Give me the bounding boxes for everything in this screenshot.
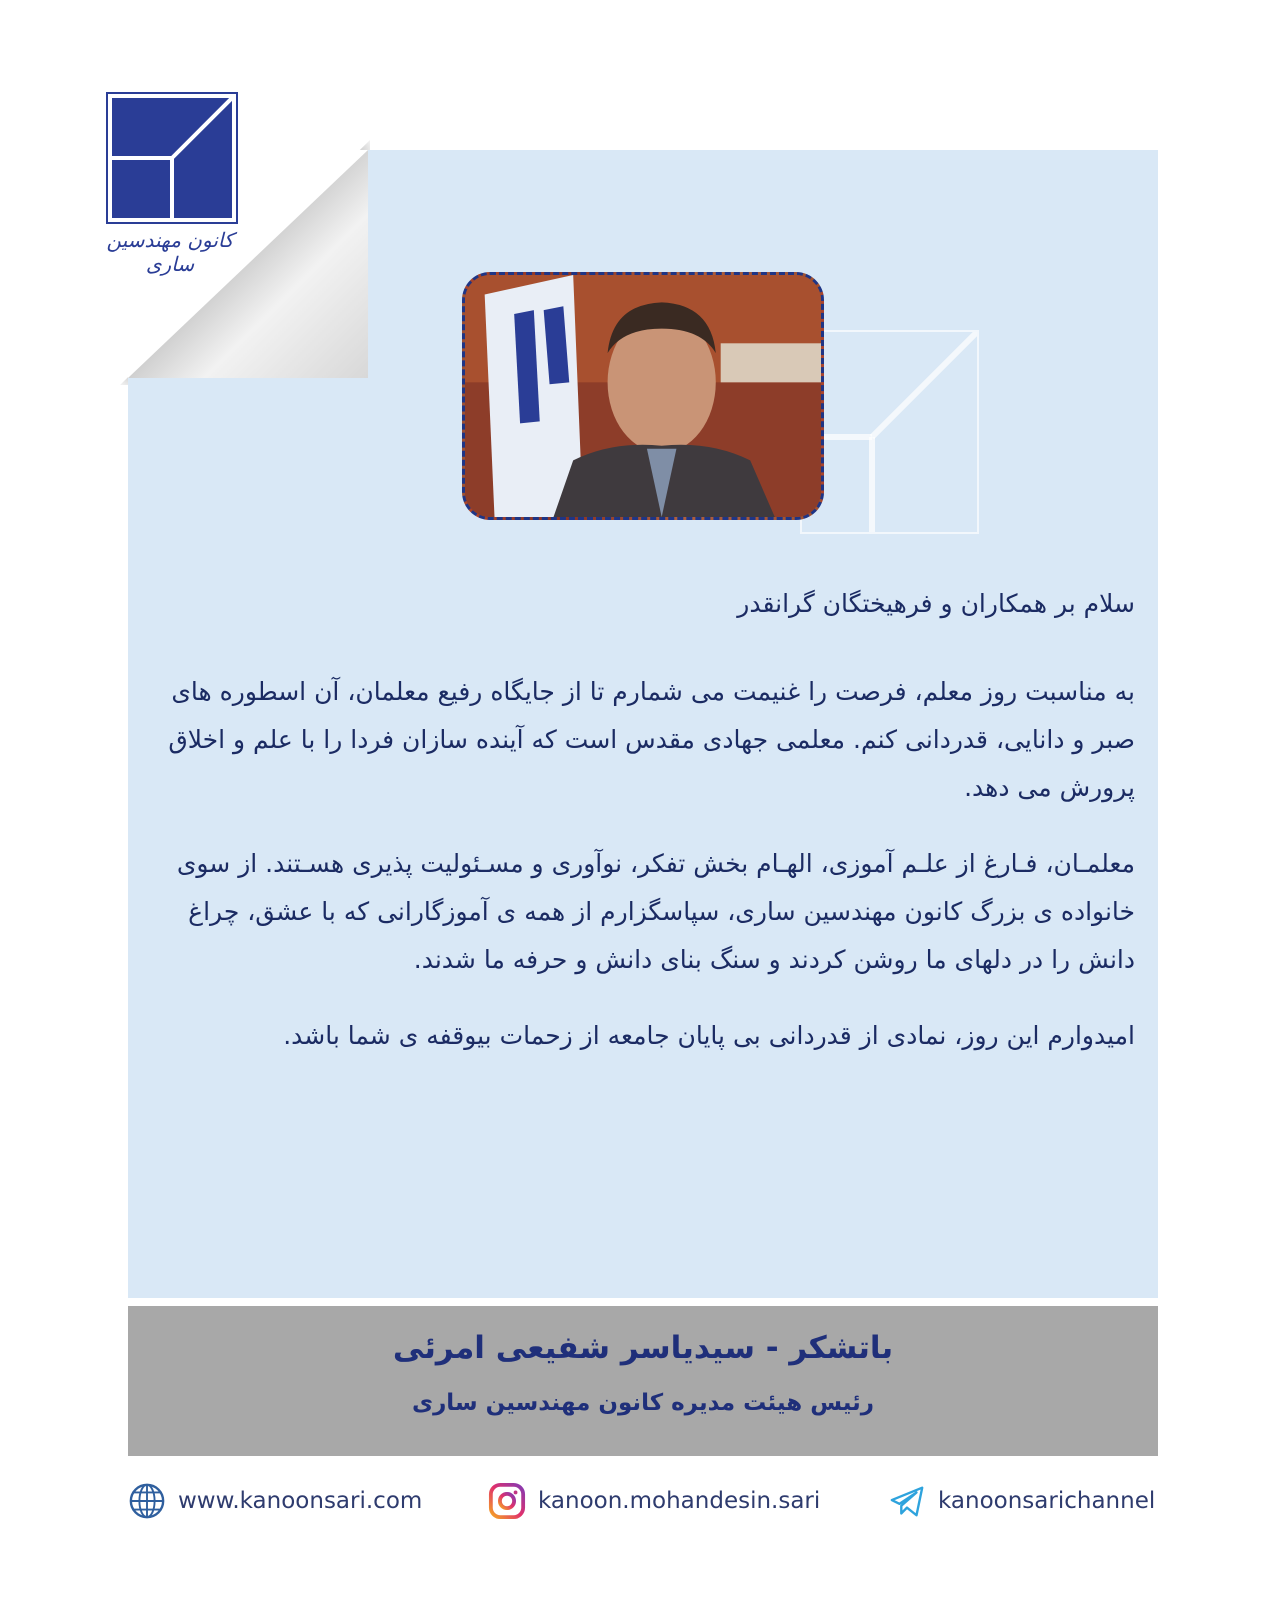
telegram-link[interactable] (888, 1478, 1155, 1524)
instagram-text: kanoon.mohandesin.sari (538, 1488, 821, 1514)
contact-footer (128, 1478, 1158, 1524)
signature-band (128, 1306, 1158, 1456)
globe-icon (128, 1482, 166, 1520)
website-text: www.kanoonsari.com (178, 1488, 423, 1514)
org-logo (106, 92, 238, 224)
letter-body (150, 580, 1135, 1088)
greeting: سلام بر همکاران و فرهیختگان گرانقدر (737, 589, 1135, 618)
telegram-text: kanoonsarichannel (938, 1488, 1156, 1514)
telegram-icon (888, 1482, 926, 1520)
logo-wordmark: کانون مهندسین ساری (106, 228, 234, 276)
instagram-icon (488, 1482, 526, 1520)
paragraph-1: به مناسبت روز معلم، فرصت را غنیمت می شمارم تا از جایگاه رفیع معلمان، آن اسطوره های صبر و دانایی، قدردانی کنم. معلمی جهادی مقدس است که آینده سازان فردا را با علم و اخلاق پرورش می دهد. (168, 677, 1135, 802)
signer-name: باتشکر - سیدیاسر شفیعی امرئی (392, 1330, 894, 1366)
portrait-photo (462, 272, 824, 520)
logo-mark-icon (112, 98, 232, 218)
signer-title: رئیس هیئت مدیره کانون مهندسین ساری (411, 1390, 874, 1416)
instagram-link[interactable] (488, 1478, 820, 1524)
paragraph-3: امیدوارم این روز، نمادی از قدردانی بی پایان جامعه از زحمات بیوقفه ی شما باشد. (283, 1021, 1135, 1050)
logo-watermark (800, 330, 979, 534)
website-link[interactable] (128, 1478, 422, 1524)
paragraph-2: معلمـان، فـارغ از علـم آموزی، الهـام بخش تفکر، نوآوری و مسـئولیت پذیری هسـتند. از سوی خانواده ی بزرگ کانون مهندسین ساری، سپاسگزارم از همه ی آموزگارانی که با عشق، چراغ دانش را در دلهای ما روشن کردند و سنگ بنای دانش و حرفه ما شدند. (176, 849, 1135, 974)
